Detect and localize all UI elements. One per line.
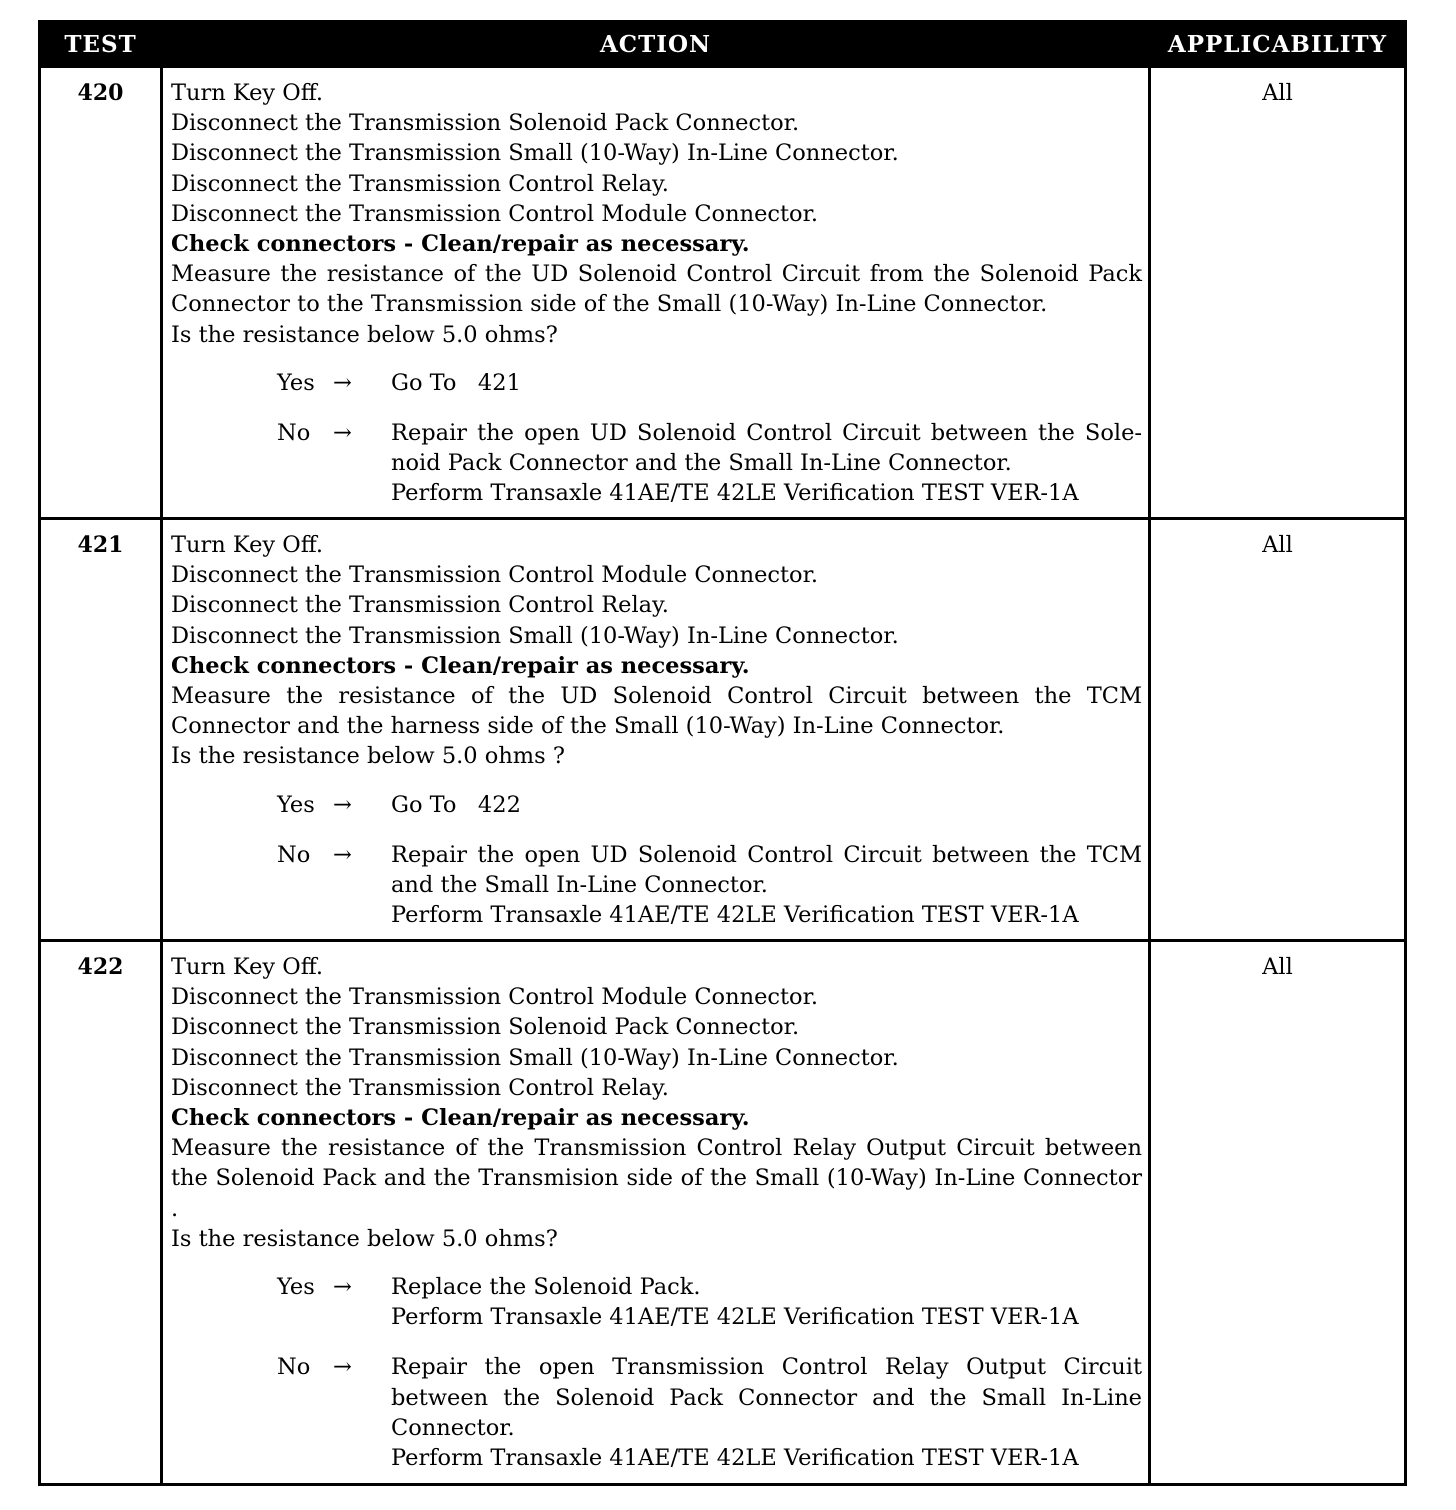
measure-instruction: Measure the resistance of the Transmission Control Relay Output Circuit between the Solenoid Pack and the Transmision side of the Small (10-Way) In-Line Connector . bbox=[171, 1135, 1142, 1222]
action-step: Disconnect the Transmission Small (10-Way) In-Line Connector. bbox=[171, 622, 899, 649]
diagnostic-page bbox=[38, 20, 1404, 1486]
applicability-value: All bbox=[1150, 519, 1406, 941]
diagnostic-table bbox=[38, 20, 1407, 1486]
test-number: 420 bbox=[40, 67, 162, 519]
yes-response: Replace the Solenoid Pack. bbox=[391, 1274, 701, 1301]
yes-label: Yes bbox=[277, 1274, 315, 1301]
action-cell bbox=[162, 941, 1150, 1485]
yes-branch bbox=[277, 368, 1142, 398]
header-test: TEST bbox=[40, 22, 162, 67]
arrow-right-icon: → bbox=[333, 1274, 352, 1301]
action-step: Disconnect the Transmission Control Relay. bbox=[171, 170, 669, 197]
no-response: Repair the open UD Solenoid Control Circuit between the TCM and the Small In-Line Connector. bbox=[391, 841, 1142, 899]
action-step: Disconnect the Transmission Solenoid Pack Connector. bbox=[171, 110, 800, 137]
measure-instruction: Measure the resistance of the UD Solenoid Control Circuit from the Solenoid Pack Connector to the Transmission side of the Small (10-Way) In-Line Connector. bbox=[171, 261, 1142, 318]
action-step: Turn Key Off. bbox=[171, 532, 324, 558]
applicability-value: All bbox=[1150, 941, 1406, 1485]
check-connectors-note: Check connectors - Clean/repair as necessary. bbox=[171, 231, 750, 258]
action-step: Disconnect the Transmission Solenoid Pack Connector. bbox=[171, 1014, 800, 1041]
header-applicability: APPLICABILITY bbox=[1150, 22, 1406, 67]
no-branch bbox=[277, 840, 1142, 931]
resistance-question: Is the resistance below 5.0 ohms? bbox=[171, 321, 558, 348]
arrow-right-icon: → bbox=[333, 791, 352, 818]
action-step: Turn Key Off. bbox=[171, 954, 324, 980]
action-step: Disconnect the Transmission Control Relay. bbox=[171, 592, 669, 619]
action-cell bbox=[162, 519, 1150, 941]
yes-branch bbox=[277, 790, 1142, 820]
action-cell bbox=[162, 67, 1150, 519]
check-connectors-note: Check connectors - Clean/repair as necessary. bbox=[171, 652, 750, 679]
yes-branch bbox=[277, 1272, 1142, 1332]
verification-step: Perform Transaxle 41AE/TE 42LE Verification TEST VER-1A bbox=[391, 480, 1079, 507]
no-branch bbox=[277, 418, 1142, 509]
yes-label: Yes bbox=[277, 791, 315, 818]
applicability-value: All bbox=[1150, 67, 1406, 519]
table-row bbox=[40, 519, 1406, 941]
action-step: Disconnect the Transmission Control Module Connector. bbox=[171, 984, 819, 1011]
header-action: ACTION bbox=[162, 22, 1150, 67]
resistance-question: Is the resistance below 5.0 ohms? bbox=[171, 1225, 558, 1252]
yes-response: Go To 421 bbox=[391, 369, 521, 396]
no-response: Repair the open Transmission Control Relay Output Circuit between the Solenoid Pack Connector and the Small In-Line Connector. bbox=[391, 1354, 1142, 1441]
arrow-right-icon: → bbox=[333, 841, 352, 868]
action-step: Disconnect the Transmission Control Module Connector. bbox=[171, 200, 819, 227]
yes-label: Yes bbox=[277, 369, 315, 396]
table-row bbox=[40, 941, 1406, 1485]
verification-step: Perform Transaxle 41AE/TE 42LE Verification TEST VER-1A bbox=[391, 902, 1079, 929]
table-header-row bbox=[40, 22, 1406, 67]
yes-response: Go To 422 bbox=[391, 791, 521, 818]
action-step: Disconnect the Transmission Small (10-Way) In-Line Connector. bbox=[171, 1044, 899, 1071]
table-row bbox=[40, 67, 1406, 519]
arrow-right-icon: → bbox=[333, 420, 352, 447]
action-step: Disconnect the Transmission Control Relay. bbox=[171, 1074, 669, 1101]
no-response: Repair the open UD Solenoid Control Circuit between the Sole- noid Pack Connector and the Small In-Line Connector. bbox=[391, 420, 1142, 477]
resistance-question: Is the resistance below 5.0 ohms ? bbox=[171, 743, 565, 770]
action-step: Turn Key Off. bbox=[171, 80, 324, 106]
no-label: No bbox=[277, 841, 311, 868]
no-label: No bbox=[277, 1354, 311, 1381]
measure-instruction: Measure the resistance of the UD Solenoid Control Circuit between the TCM Connector and the harness side of the Small (10-Way) In-Line Connector. bbox=[171, 683, 1142, 740]
no-branch bbox=[277, 1352, 1142, 1473]
arrow-right-icon: → bbox=[333, 369, 352, 396]
action-step: Disconnect the Transmission Small (10-Way) In-Line Connector. bbox=[171, 140, 899, 167]
check-connectors-note: Check connectors - Clean/repair as necessary. bbox=[171, 1105, 750, 1132]
arrow-right-icon: → bbox=[333, 1354, 352, 1381]
no-label: No bbox=[277, 420, 311, 447]
action-step: Disconnect the Transmission Control Module Connector. bbox=[171, 562, 819, 589]
verification-step: Perform Transaxle 41AE/TE 42LE Verification TEST VER-1A bbox=[391, 1304, 1079, 1331]
test-number: 422 bbox=[40, 941, 162, 1485]
test-number: 421 bbox=[40, 519, 162, 941]
verification-step: Perform Transaxle 41AE/TE 42LE Verification TEST VER-1A bbox=[391, 1445, 1079, 1472]
